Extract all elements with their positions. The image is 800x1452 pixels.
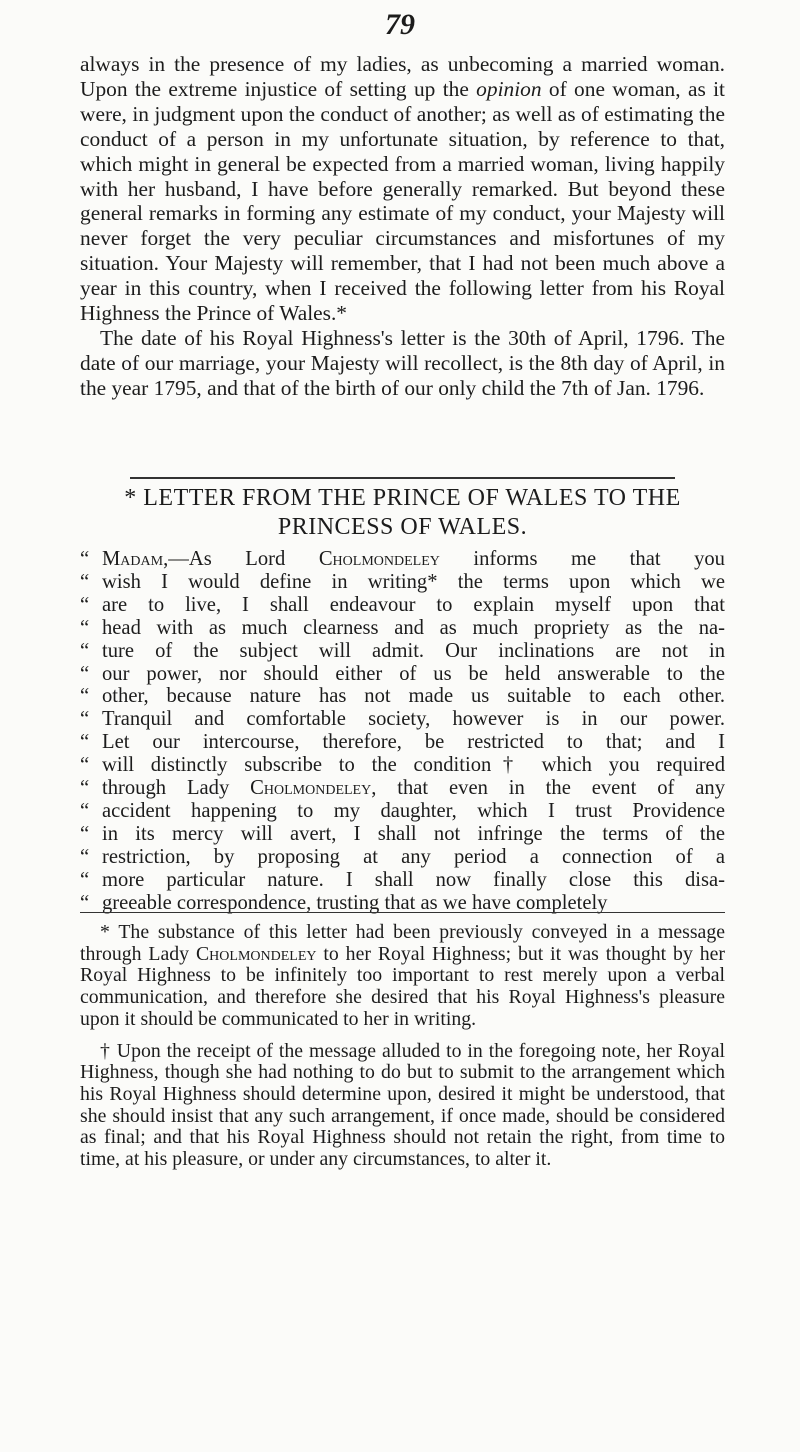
- footnote-1-name: Cholmondeley: [195, 942, 317, 965]
- letter-line: [80, 731, 725, 754]
- letter-text: , that even in the event of any: [371, 777, 725, 800]
- letter-line: [80, 663, 725, 686]
- letter-text: will distinctly subscribe to the condition† which you required: [102, 754, 725, 777]
- letter-text: ture of the subject will admit. Our inclinations are not in: [102, 639, 725, 662]
- letter-text: greeable correspondence, trusting that as we have completely: [102, 891, 608, 914]
- quote-mark: “: [80, 777, 90, 800]
- section-rule: [130, 477, 675, 479]
- letter-text: restriction, by proposing at any period a connection of a: [102, 845, 725, 868]
- letter-text: Tranquil and comfortable society, however is in our power.: [102, 708, 725, 731]
- letter-line: [80, 548, 725, 571]
- letter-text: more particular nature. I shall now finally close this disa-: [102, 868, 725, 891]
- letter-line: [80, 617, 725, 640]
- body-paragraph-2: The date of his Royal Highness's letter is the 30th of April, 1796. The date of our marriage, your Majesty will recollect, is the 8th day of April, in the year 1795, and that of the birth of our only child the 7th of Jan. 1796.: [80, 325, 725, 400]
- letter-line: [80, 571, 725, 594]
- quote-mark: “: [80, 799, 90, 822]
- letter-text: wish I would define in writing* the terms upon which we: [102, 570, 725, 593]
- letter-line: [80, 869, 725, 892]
- page-number: 79: [385, 8, 415, 41]
- letter-line: [80, 846, 725, 869]
- quote-mark: “: [80, 708, 90, 731]
- footnotes: [80, 922, 725, 1171]
- footnote-1-text-a: * The substance of this letter had been previously conveyed in a message through Lady: [80, 921, 725, 965]
- body-text: [80, 52, 725, 401]
- quote-mark: “: [80, 754, 90, 777]
- quote-mark: “: [80, 662, 90, 685]
- letter-text: ,—As Lord: [163, 548, 319, 570]
- letter-line: [80, 823, 725, 846]
- quote-mark: “: [80, 639, 90, 662]
- letter-text: our power, nor should either of us be held answerable to the: [102, 662, 725, 685]
- quote-mark: “: [80, 685, 90, 708]
- letter-section: [80, 484, 725, 915]
- letter-line: [80, 708, 725, 731]
- letter-line: [80, 754, 725, 777]
- quote-mark: “: [80, 822, 90, 845]
- letter-text: informs me that you: [439, 548, 725, 570]
- quote-mark: “: [80, 548, 90, 570]
- letter-heading-line-1: * LETTER FROM THE PRINCE OF WALES TO THE: [124, 485, 681, 511]
- letter-text: accident happening to my daughter, which I trust Providence: [102, 799, 725, 822]
- footnote-1: [80, 922, 725, 1031]
- quote-mark: “: [80, 731, 90, 754]
- letter-text: Let our intercourse, therefore, be restricted to that; and I: [102, 731, 725, 754]
- letter-body: [80, 548, 725, 915]
- letter-text: in its mercy will avert, I shall not infringe the terms of the: [102, 822, 725, 845]
- letter-line: [80, 685, 725, 708]
- quote-mark: “: [80, 845, 90, 868]
- letter-text: are to live, I shall endeavour to explain myself upon that: [102, 593, 725, 616]
- footnote-1-text-b: to her Royal Highness; but it was thought by her Royal Highness to be infinitely too important to rest merely upon a verbal communication, and therefore she desired that his Royal Highness's pleasure upon it should be communicated to her in writing.: [80, 942, 725, 1030]
- letter-text: head with as much clearness and as much propriety as the na-: [102, 616, 725, 639]
- letter-line: [80, 800, 725, 823]
- emphasis-opinion: opinion: [476, 76, 542, 101]
- body-paragraph-1-text-a: always in the presence of my ladies, as unbecoming a married woman. Upon the extreme injustice of setting up the: [80, 52, 725, 101]
- letter-name: Cholmondeley: [250, 777, 372, 800]
- quote-mark: “: [80, 891, 90, 914]
- letter-line: [80, 777, 725, 800]
- quote-mark: “: [80, 593, 90, 616]
- quote-mark: “: [80, 616, 90, 639]
- letter-text: through Lady: [102, 777, 251, 800]
- letter-name: Cholmondeley: [318, 548, 440, 570]
- body-paragraph-1-text-b: of one woman, as it were, in judgment upon the conduct of another; as well as of estimating the conduct of a person in my unfortunate situation, by reference to that, which might in general be expected from a married woman, living happily with her husband, I have before generally remarked. But beyond these general remarks in forming any estimate of my conduct, your Majesty will never forget the very peculiar circumstances and misfortunes of my situation. Your Majesty will remember, that I had not been much above a year in this country, when I received the following letter from his Royal Highness the Prince of Wales.*: [80, 76, 725, 326]
- body-paragraph-1: [80, 52, 725, 326]
- quote-mark: “: [80, 570, 90, 593]
- letter-line: [80, 640, 725, 663]
- quote-mark: “: [80, 868, 90, 891]
- footnote-2: † Upon the receipt of the message alluded to in the foregoing note, her Royal Highness, though she had nothing to do but to submit to the arrangement which his Royal Highness should determine upon, desired it might be understood, that she should insist that any such arrangement, if once made, should be considered as final; and that his Royal Highness should not retain the right, from time to time, at his pleasure, or under any circumstances, to alter it.: [80, 1039, 725, 1171]
- letter-name: Madam: [102, 548, 164, 570]
- letter-line: [80, 594, 725, 617]
- letter-text: other, because nature has not made us suitable to each other.: [102, 685, 725, 708]
- footnote-rule: [80, 912, 725, 913]
- letter-heading-line-2: PRINCESS OF WALES.: [277, 514, 528, 540]
